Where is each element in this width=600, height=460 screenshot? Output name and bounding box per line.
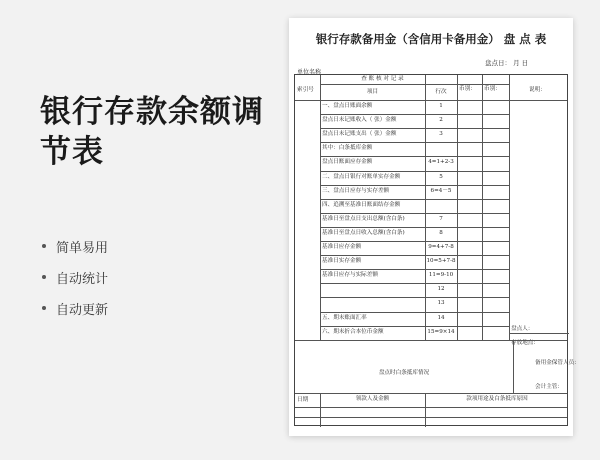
row-item: 三、盘点日应存与实存差额 [322,187,390,194]
grid-line [295,393,567,394]
row-order: 15=9×14 [427,328,455,335]
header-index: 索引号 [297,87,314,93]
grid-line [482,75,483,340]
grid-line [295,340,567,341]
row-item: 基准日至盘点日收入总额(含白条) [322,229,405,236]
accountant-label: 会计主管： [535,384,563,390]
bottom-header-date: 日期 [297,397,309,403]
row-order: 1 [439,103,443,109]
row-item: 盘点日未记账收入（ 张）金额 [322,117,397,124]
grid-line [320,393,321,427]
grid-line [320,255,509,256]
grid-line [295,417,567,418]
bullet-icon [42,244,46,248]
custodian-label: 备用金保管人员： [535,360,580,366]
count-table [294,74,580,426]
grid-line [320,114,509,115]
row-order: 2 [439,117,443,124]
row-item: 基准日应存金额 [322,244,362,250]
page-title: 银行存款余额调节表 [40,94,264,170]
grid-line [513,340,514,393]
document-title: 银行存款备用金（含信用卡备用金） 盘 点 表 [315,32,547,46]
feature-label: 自动统计 [56,271,109,287]
grid-line [320,185,509,186]
grid-line [320,326,509,327]
grid-line [457,75,458,340]
location-label: 存放地点： [511,340,539,346]
feature-item [42,236,108,256]
feature-item [42,298,108,318]
row-item: 其中：白条抵库金额 [322,145,373,152]
header-item: 项目 [366,89,379,95]
grid-line [295,100,567,101]
grid-line [295,407,567,408]
row-item: 基准日至盘点日支出总额(含白条) [322,215,405,222]
document-preview [289,18,580,436]
row-order: 9=4+7-8 [428,244,454,250]
bottom-header-usage: 款项用途及白条抵库原因 [466,396,528,402]
grid-line [320,269,509,270]
grid-line [509,333,569,334]
bullet-icon [42,306,46,310]
bullet-icon [42,275,46,279]
grid-line [320,312,509,313]
grid-line [320,84,509,85]
row-order: 8 [439,229,443,236]
feature-item [42,267,108,287]
grid-line [320,75,321,340]
row-item: 基准日应存与实际差额 [322,272,378,279]
row-order: 11=9-10 [428,272,454,279]
count-date-line: 盘点日： 月 日 [485,59,529,67]
row-order: 14 [437,314,445,321]
grid-line [425,393,426,427]
grid-line [320,227,509,228]
row-order: 3 [439,131,443,138]
row-item: 五、期末账面汇率 [322,314,367,321]
row-item: 盘点日账面应存金额 [322,159,373,166]
row-order: 6=4－5 [430,187,452,194]
unit-name-label: 单位名称 [297,69,322,76]
row-order: 5 [439,173,443,180]
white-note-label: 盘点时白条抵库情况 [378,370,430,376]
header-order: 行次 [435,89,447,95]
row-item: 一、盘点日账面余额 [322,103,373,109]
grid-line [320,213,509,214]
row-order: 10=5+7-8 [426,258,456,265]
grid-line [320,199,509,200]
grid-line [320,142,509,143]
header-check-record: 查 账 核 对 记 录 [361,76,404,82]
row-order: 13 [437,300,445,307]
feature-label: 简单易用 [56,240,109,256]
grid-line [320,171,509,172]
row-order: 7 [439,215,443,222]
row-item: 二、盘点日银行对账单实存金额 [322,173,401,180]
header-currency-1: 币别： [459,86,476,92]
grid-line [425,75,426,340]
feature-list [42,236,108,329]
header-currency-2: 币别： [484,86,501,92]
row-order: 4=1+2-3 [428,159,454,166]
row-order: 12 [437,286,445,293]
grid-line [320,297,509,298]
grid-line [509,75,510,340]
grid-line [320,283,509,284]
feature-label: 自动更新 [56,302,109,318]
row-item: 四、追溯至基准日账面结存金额 [322,201,401,208]
bottom-header-borrower: 领款人及金额 [355,396,390,402]
grid-line [320,241,509,242]
counter-label: 盘点人： [511,326,534,332]
row-item: 基准日实存金额 [322,258,362,265]
header-remark: 说明： [529,87,546,93]
row-item: 盘点日未记账支出（ 张）金额 [322,131,397,138]
grid-line [320,156,509,157]
row-item: 六、期末折合本位币金额 [322,328,384,335]
grid-line [320,128,509,129]
